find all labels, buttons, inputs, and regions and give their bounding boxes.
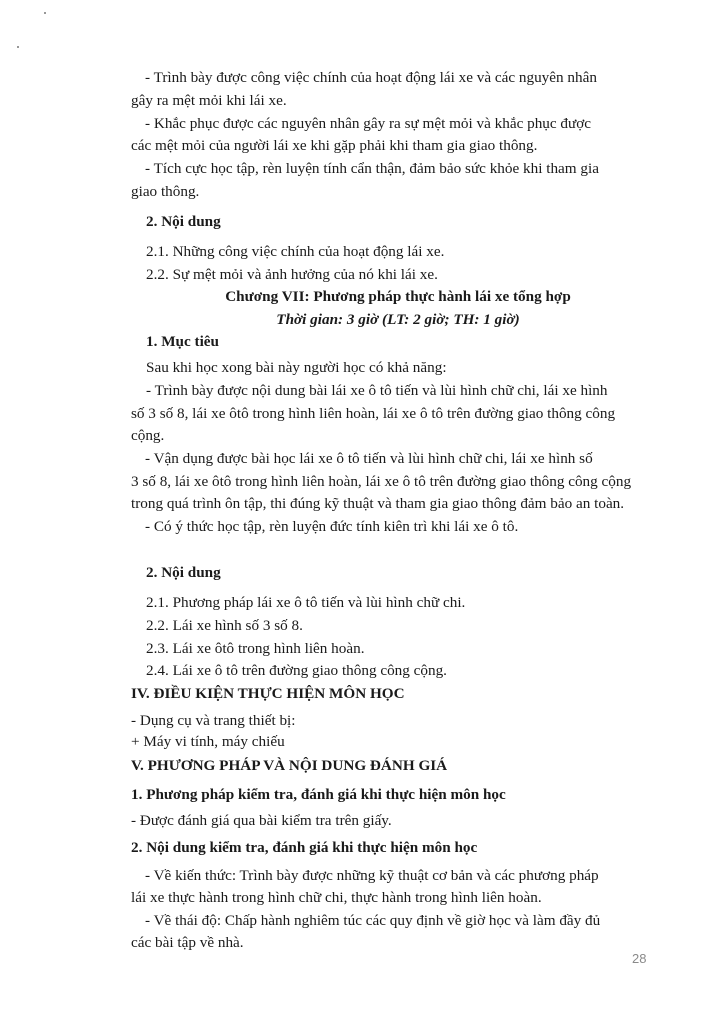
section-heading-iv: IV. ĐIỀU KIỆN THỰC HIỆN MÔN HỌC bbox=[131, 685, 405, 702]
section-heading: 2. Nội dung bbox=[146, 564, 221, 581]
text-line: lái xe thực hành trong hình chữ chi, thực hành trong hình liên hoàn. bbox=[131, 889, 542, 906]
chapter-title: Chương VII: Phương pháp thực hành lái xe tổng hợp bbox=[225, 288, 571, 305]
list-item: 2.1. Phương pháp lái xe ô tô tiến và lùi hình chữ chi. bbox=[146, 594, 466, 611]
section-heading: 2. Nội dung bbox=[146, 213, 221, 230]
text-line: - Có ý thức học tập, rèn luyện đức tính kiên trì khi lái xe ô tô. bbox=[145, 518, 519, 535]
text-line: - Khắc phục được các nguyên nhân gây ra sự mệt mỏi và khắc phục được bbox=[145, 115, 592, 132]
section-heading: 1. Mục tiêu bbox=[146, 333, 219, 350]
list-item: 2.4. Lái xe ô tô trên đường giao thông công cộng. bbox=[146, 662, 447, 679]
text-line: - Trình bày được công việc chính của hoạt động lái xe và các nguyên nhân bbox=[145, 69, 597, 86]
text-line: - Vận dụng được bài học lái xe ô tô tiến và lùi hình chữ chi, lái xe hình số bbox=[145, 450, 593, 467]
text-line: - Dụng cụ và trang thiết bị: bbox=[131, 712, 296, 729]
text-line: Sau khi học xong bài này người học có khả năng: bbox=[146, 359, 447, 376]
chapter-time: Thời gian: 3 giờ (LT: 2 giờ; TH: 1 giờ) bbox=[276, 311, 520, 328]
subsection-heading: 1. Phương pháp kiểm tra, đánh giá khi thực hiện môn học bbox=[131, 786, 506, 803]
list-item: 2.1. Những công việc chính của hoạt động lái xe. bbox=[146, 243, 445, 260]
subsection-heading: 2. Nội dung kiểm tra, đánh giá khi thực hiện môn học bbox=[131, 839, 478, 856]
text-line: - Tích cực học tập, rèn luyện tính cẩn thận, đảm bảo sức khỏe khi tham gia bbox=[145, 160, 599, 177]
text-line: giao thông. bbox=[131, 183, 200, 200]
text-line: 3 số 8, lái xe ôtô trong hình liên hoàn, lái xe ô tô trên đường giao thông công cộng bbox=[131, 473, 632, 490]
text-line: - Trình bày được nội dung bài lái xe ô tô tiến và lùi hình chữ chi, lái xe hình bbox=[146, 382, 608, 399]
text-line: - Về thái độ: Chấp hành nghiêm túc các quy định về giờ học và làm đầy đủ bbox=[145, 912, 601, 929]
section-heading-v: V. PHƯƠNG PHÁP VÀ NỘI DUNG ĐÁNH GIÁ bbox=[131, 757, 448, 774]
list-item: 2.2. Lái xe hình số 3 số 8. bbox=[146, 617, 303, 634]
list-item: 2.3. Lái xe ôtô trong hình liên hoàn. bbox=[146, 640, 365, 657]
text-line: số 3 số 8, lái xe ôtô trong hình liên hoàn, lái xe ô tô trên đường giao thông công bbox=[131, 405, 616, 422]
scan-speck bbox=[44, 12, 46, 14]
text-line: gây ra mệt mỏi khi lái xe. bbox=[131, 92, 287, 109]
text-line: các bài tập về nhà. bbox=[131, 934, 244, 951]
scan-speck bbox=[17, 46, 19, 48]
text-line: trong quá trình ôn tập, thi đúng kỹ thuật và tham gia giao thông đảm bảo an toàn. bbox=[131, 495, 625, 512]
text-line: + Máy vi tính, máy chiếu bbox=[131, 733, 285, 750]
text-line: - Được đánh giá qua bài kiểm tra trên giấy. bbox=[131, 812, 392, 829]
text-line: các mệt mỏi của người lái xe khi gặp phải khi tham gia giao thông. bbox=[131, 137, 538, 154]
text-line: cộng. bbox=[131, 427, 165, 444]
list-item: 2.2. Sự mệt mỏi và ảnh hưởng của nó khi lái xe. bbox=[146, 266, 438, 283]
page-number: 28 bbox=[632, 951, 647, 966]
text-line: - Về kiến thức: Trình bày được những kỹ thuật cơ bản và các phương pháp bbox=[145, 867, 599, 884]
